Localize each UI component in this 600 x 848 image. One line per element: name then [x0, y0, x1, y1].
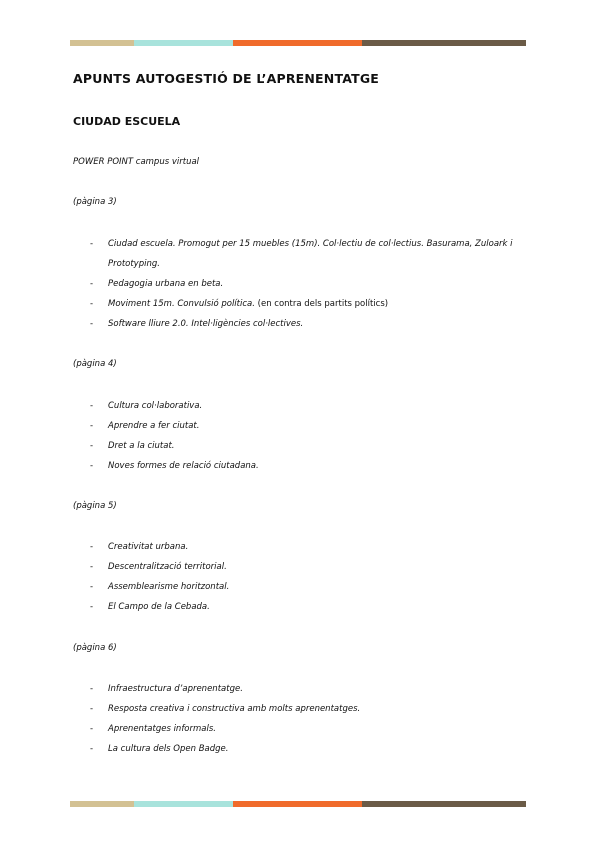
- page-reference-6: (pàgina 6): [73, 643, 117, 653]
- source-note: POWER POINT campus virtual: [73, 157, 200, 167]
- page-reference-5: (pàgina 5): [73, 501, 117, 511]
- page-reference-4: (pàgina 4): [73, 359, 117, 369]
- page-reference-3: (pàgina 3): [73, 197, 117, 207]
- document-title: APUNTS AUTOGESTIÓ DE L’APRENENTATGE: [73, 71, 380, 86]
- header-color-bar: [70, 40, 526, 46]
- section-heading: CIUDAD ESCUELA: [73, 115, 181, 128]
- footer-color-bar: [70, 801, 526, 807]
